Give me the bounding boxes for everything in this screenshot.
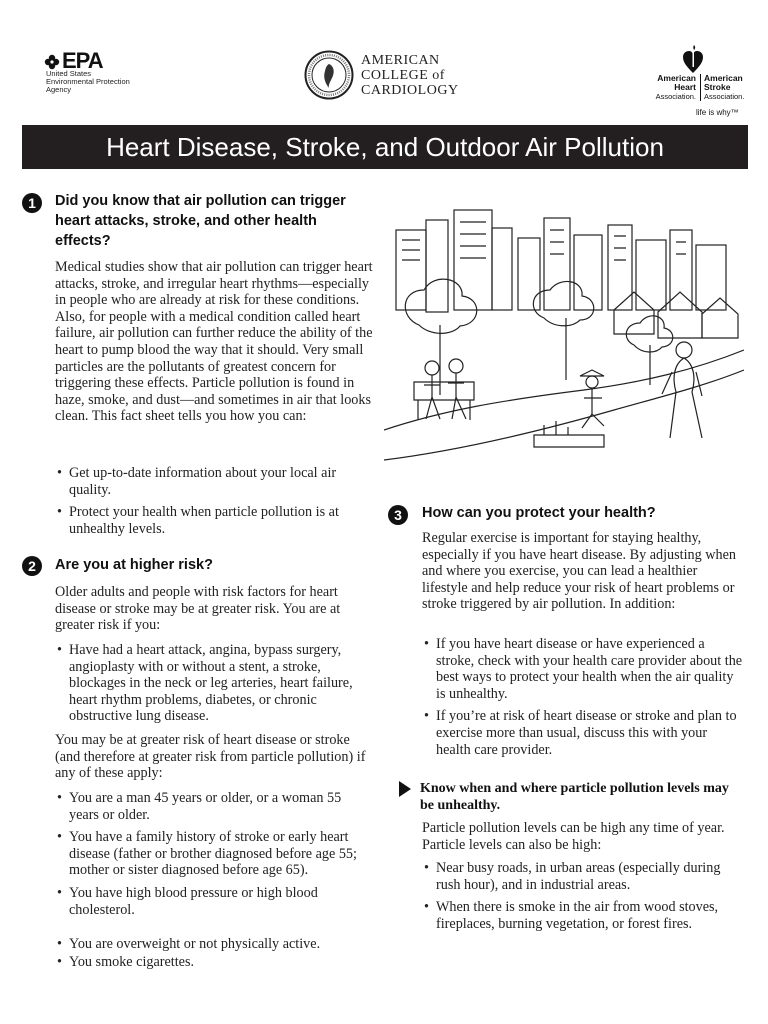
list-item: • Get up-to-date information about your local air quality. [55,465,373,498]
list-item: • Protect your health when particle pollution is at unhealthy levels. [55,504,373,537]
section-2-bullets-a [55,642,373,731]
asa-stroke-name [700,74,758,101]
acc-logo [304,50,484,102]
list-item: • If you’re at risk of heart disease or stroke and plan to exercise more than usual, discuss this with your health care provider. [422,708,744,758]
section-number-badge: 2 [22,556,42,576]
acc-wordmark [361,53,459,98]
heart-torch-icon [682,44,704,74]
aha-tagline: life is why™ [696,108,739,117]
section-1-body: Medical studies show that air pollution can trigger heart attacks, stroke, and irregular heart rhythms—especially in people who are already at risk for these conditions. Also, for people with a medical condition called heart failure, air pollution can further reduce the ability of the heart to pump blood the way that it should. Very small particles are the pollutants of greatest concern for triggering these effects. Particle pollution is found in haze, smoke, and dust—and sometimes in air that looks clean. This fact sheet tells you how you can: [55,259,373,425]
section-3-bullets [422,636,744,764]
section-2-bullets-c [55,936,373,971]
section-1-heading: Did you know that air pollution can trigger heart attacks, stroke, and other health effects? [55,193,346,249]
aha-line: Heart [674,82,696,92]
asa-line: Stroke [704,82,731,92]
epa-flower-icon [44,54,60,70]
list-item: • When there is smoke in the air from wood stoves, fireplaces, burning vegetation, or forest fires. [422,899,744,932]
sub-body: Particle pollution levels can be high any time of year. Particle levels can also be high: [422,820,725,853]
aha-asa-logo [640,44,755,120]
list-item: • You have high blood pressure or high blood cholesterol. [55,885,373,918]
epa-sub-line: Agency [46,85,72,94]
section-3-heading: How can you protect your health? [422,505,656,521]
acc-line: CARDIOLOGY [361,83,459,98]
acc-line: COLLEGE of [361,68,445,83]
asa-line: American [704,73,743,83]
list-item: • You smoke cigarettes. [55,954,373,971]
section-2-middle: You may be at greater risk of heart disease or stroke (and therefore at greater risk from particle pollution) if any of these apply: [55,732,366,782]
list-item: • You have a family history of stroke or early heart disease (father or brother diagnosed before age 55; mother or sister diagnosed before age 65). [55,829,373,879]
section-number-badge: 1 [22,193,42,213]
section-3-body: Regular exercise is important for staying healthy, especially if you have heart disease. By adjusting when and where you exercise, you can lead a healthier lifestyle and help reduce your risk of heart problems or stroke triggered by air pollution. In addition: [422,530,737,613]
epa-mark-text: EPA [62,48,103,73]
section-2-bullets-b [55,790,373,924]
acc-line: AMERICAN [361,53,440,68]
section-number-badge: 3 [388,505,408,525]
list-item: • You are overweight or not physically active. [55,936,373,953]
section-2-heading: Are you at higher risk? [55,557,213,573]
list-item: • Have had a heart attack, angina, bypass surgery, angioplasty with or without a stent, a stroke, blockages in the neck or leg arteries, heart failure, heart rhythm problems, diabetes, or chronic obstructive lung disease. [55,642,373,725]
triangle-bullet-icon [399,781,411,797]
list-item: • Near busy roads, in urban areas (especially during rush hour), and in industrial areas. [422,860,744,893]
epa-logo [44,48,154,98]
park-city-illustration [384,200,744,496]
acc-seal-icon [304,50,354,100]
epa-sub-line: Environmental Protection [46,77,130,86]
epa-subtitle [46,70,130,94]
page-title: Heart Disease, Stroke, and Outdoor Air Pollution [106,132,664,162]
title-bar [22,125,748,169]
aha-line: American [657,73,696,83]
sub-heading: Know when and where particle pollution levels may be unhealthy. [420,781,729,813]
sub-bullets [422,860,744,938]
aha-line: Association. [655,92,696,101]
section-2-intro: Older adults and people with risk factors for heart disease or stroke may be at greater risk. You are at greater risk if you: [55,584,341,634]
aha-heart-name [644,74,696,101]
section-1-bullets [55,465,373,543]
list-item: • You are a man 45 years or older, or a woman 55 years or older. [55,790,373,823]
list-item: • If you have heart disease or have experienced a stroke, check with your health care provider about the best ways to protect your health when the air quality is unhealthy. [422,636,744,702]
asa-line: Association. [704,92,745,101]
epa-sub-line: United States [46,69,92,78]
